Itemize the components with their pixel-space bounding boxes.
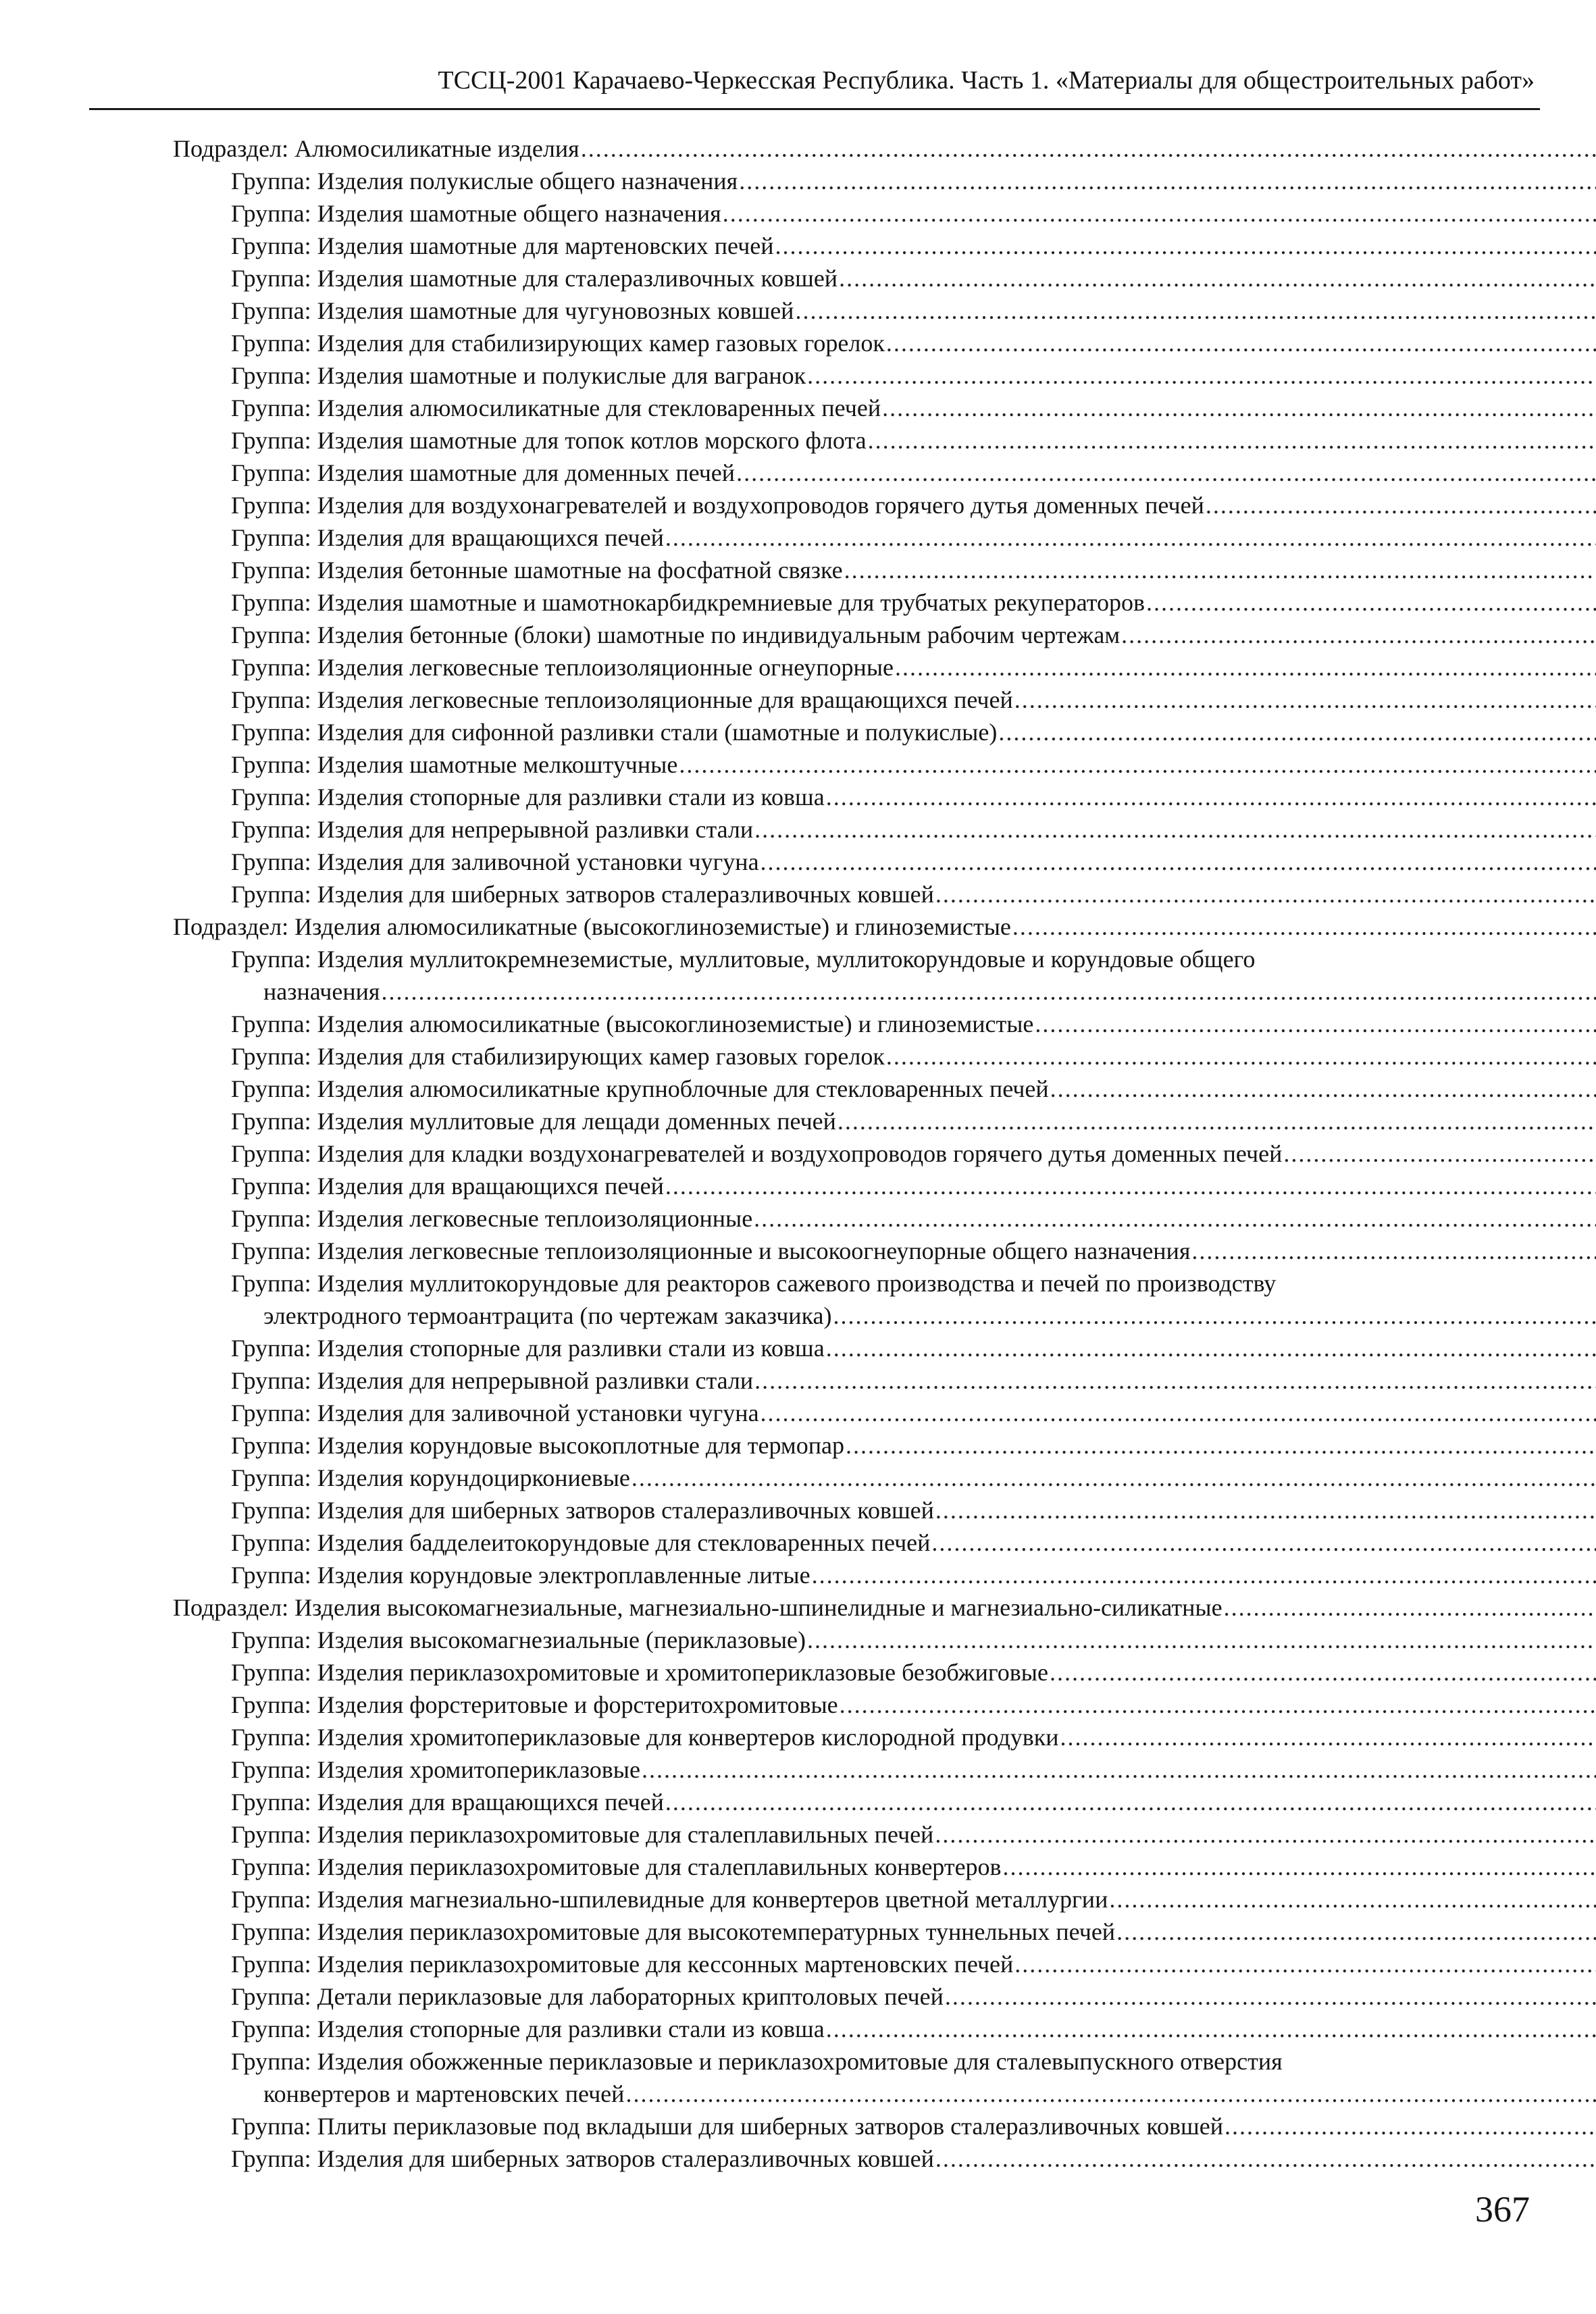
toc-leader-dots — [1283, 1137, 1596, 1170]
toc-leader-dots — [935, 878, 1596, 910]
toc-entry — [0, 1883, 1596, 1916]
toc-entry — [0, 327, 1596, 359]
toc-entry-text: Группа: Изделия для непрерывной разливки стали — [231, 1367, 754, 1394]
toc-leader-dots — [1035, 1008, 1596, 1040]
toc-entry-text: Группа: Детали периклазовые для лабораторных криптоловых печей — [231, 1983, 944, 2010]
toc-leader-dots — [1003, 1851, 1596, 1883]
toc-entry-text: Группа: Изделия шамотные и полукислые для вагранок — [231, 362, 806, 389]
toc-leader-dots — [739, 165, 1596, 197]
toc-entry — [0, 1429, 1596, 1462]
toc-leader-dots — [723, 197, 1596, 230]
toc-entry — [0, 457, 1596, 489]
toc-entry-text: Группа: Изделия периклазохромитовые для сталеплавильных печей — [231, 1821, 934, 1848]
toc-leader-dots — [886, 1040, 1596, 1073]
toc-entry-text: Группа: Изделия шамотные для сталеразливочных ковшей — [231, 265, 838, 292]
toc-entry-text: Группа: Изделия хромитопериклазовые для конвертеров кислородной продувки — [231, 1724, 1059, 1751]
toc-entry-text: Группа: Изделия для заливочной установки чугуна — [231, 848, 759, 875]
toc-entry — [0, 1202, 1596, 1235]
toc-entry — [0, 2110, 1596, 2142]
toc-entry-text: Группа: Изделия шамотные и шамотнокарбидкремниевые для трубчатых рекуператоров — [231, 589, 1145, 616]
toc-entry-line: Группа: Изделия муллитокорундовые для реакторов сажевого производства и печей по производству — [231, 1270, 1277, 1297]
toc-entry — [0, 2142, 1596, 2175]
toc-entry — [0, 619, 1596, 651]
toc-entry-text: Группа: Изделия для вращающихся печей — [231, 1173, 664, 1200]
toc-entry-text: конвертеров и мартеновских печей — [263, 2080, 625, 2107]
toc-entry — [0, 1300, 1596, 1332]
toc-entry-text: Подраздел: Алюмосиликатные изделия — [173, 135, 580, 162]
toc-entry-text: Группа: Изделия периклазохромитовые для сталеплавильных конвертеров — [231, 1853, 1002, 1880]
toc-leader-dots — [1050, 1656, 1596, 1689]
toc-entry-text: Группа: Изделия для сифонной разливки стали (шамотные и полукислые) — [231, 719, 998, 746]
toc-entry — [0, 359, 1596, 392]
toc-entry-text: Группа: Изделия полукислые общего назначения — [231, 168, 738, 195]
toc-leader-dots — [775, 230, 1596, 262]
toc-entry — [0, 262, 1596, 294]
toc-leader-dots — [1109, 1883, 1596, 1916]
toc-entry — [0, 1105, 1596, 1137]
toc-leader-dots — [625, 2078, 1596, 2110]
toc-entry — [0, 846, 1596, 878]
toc-entry — [0, 716, 1596, 748]
toc-entry — [0, 197, 1596, 230]
toc-leader-dots — [935, 1494, 1596, 1526]
toc-entry — [0, 1170, 1596, 1202]
toc-leader-dots — [935, 1818, 1596, 1851]
toc-entry-text: Группа: Изделия легковесные теплоизоляционные и высокоогнеупорные общего назначения — [231, 1237, 1191, 1264]
toc-entry-text: Группа: Изделия периклазохромитовые для высокотемпературных туннельных печей — [231, 1918, 1116, 1945]
header-rule — [89, 108, 1540, 110]
toc-leader-dots — [833, 1300, 1596, 1332]
toc-leader-dots — [826, 2013, 1596, 2045]
toc-leader-dots — [840, 1689, 1596, 1721]
toc-entry — [0, 586, 1596, 619]
toc-entry — [0, 1753, 1596, 1786]
toc-entry-text: Группа: Изделия бадделеитокорундовые для стекловаренных печей — [231, 1529, 931, 1556]
toc-entry — [0, 1364, 1596, 1397]
toc-entry — [0, 1073, 1596, 1105]
toc-leader-dots — [846, 1429, 1596, 1462]
toc-leader-dots — [1014, 1948, 1596, 1980]
toc-entry — [0, 1721, 1596, 1753]
toc-leader-dots — [581, 132, 1596, 165]
toc-leader-dots — [931, 1526, 1596, 1559]
toc-leader-dots — [1121, 619, 1596, 651]
toc-leader-dots — [754, 1202, 1596, 1235]
toc-entry-text: назначения — [263, 978, 380, 1005]
toc-entry — [0, 1332, 1596, 1364]
toc-entry-text: Группа: Изделия легковесные теплоизоляционные огнеупорные — [231, 654, 894, 681]
toc-leader-dots — [886, 327, 1596, 359]
page-number: 367 — [1475, 2189, 1530, 2230]
toc-entry — [0, 294, 1596, 327]
toc-entry-text: Группа: Изделия легковесные теплоизоляционные — [231, 1205, 753, 1232]
toc-entry-text: Группа: Изделия для кладки воздухонагревателей и воздухопроводов горячего дутья доменных печей — [231, 1140, 1283, 1167]
toc-leader-dots — [1206, 489, 1596, 521]
toc-leader-dots — [754, 813, 1596, 846]
toc-entry — [0, 165, 1596, 197]
toc-entry — [0, 1008, 1596, 1040]
toc-leader-dots — [795, 294, 1596, 327]
toc-leader-dots — [895, 651, 1596, 684]
toc-entry — [0, 1851, 1596, 1883]
toc-entry-text: Группа: Изделия алюмосиликатные крупноблочные для стекловаренных печей — [231, 1075, 1049, 1102]
toc-entry — [0, 748, 1596, 781]
toc-entry — [0, 684, 1596, 716]
toc-entry-text: Подраздел: Изделия алюмосиликатные (высокоглиноземистые) и глиноземистые — [173, 913, 1011, 940]
toc-leader-dots — [945, 1980, 1596, 2013]
toc-entry — [0, 1948, 1596, 1980]
toc-entry — [0, 1040, 1596, 1073]
toc-entry — [0, 1559, 1596, 1591]
toc-entry-text: Группа: Изделия бетонные шамотные на фосфатной связке — [231, 557, 843, 584]
toc-entry-text: Группа: Изделия шамотные общего назначения — [231, 200, 721, 227]
toc-leader-dots — [679, 748, 1596, 781]
toc-leader-dots — [844, 554, 1596, 586]
toc-leader-dots — [642, 1753, 1596, 1786]
toc-entry — [0, 489, 1596, 521]
toc-entry-text: Группа: Изделия для заливочной установки чугуна — [231, 1399, 759, 1426]
toc-entry — [0, 1397, 1596, 1429]
toc-entry-text: Группа: Изделия для шиберных затворов сталеразливочных ковшей — [231, 1497, 934, 1524]
toc-entry — [0, 1462, 1596, 1494]
toc-entry-text: Группа: Изделия хромитопериклазовые — [231, 1756, 640, 1783]
toc-leader-dots — [998, 716, 1596, 748]
toc-entry-text: Группа: Изделия для стабилизирующих камер газовых горелок — [231, 330, 885, 357]
toc-entry — [0, 2013, 1596, 2045]
toc-leader-dots — [868, 424, 1596, 457]
toc-leader-dots — [632, 1462, 1596, 1494]
toc-entry-text: Группа: Изделия шамотные для мартеновских печей — [231, 232, 774, 259]
toc-entry — [0, 781, 1596, 813]
toc-leader-dots — [1191, 1235, 1596, 1267]
toc-leader-dots — [1146, 586, 1596, 619]
toc-leader-dots — [665, 1786, 1596, 1818]
toc-entry-text: Группа: Изделия шамотные для чугуновозных ковшей — [231, 297, 794, 324]
toc-entry-text: Группа: Изделия бетонные (блоки) шамотные по индивидуальным рабочим чертежам — [231, 621, 1121, 648]
toc-leader-dots — [754, 1364, 1596, 1397]
toc-leader-dots — [761, 1397, 1596, 1429]
toc-entry — [0, 521, 1596, 554]
toc-entry-text: Группа: Изделия для стабилизирующих камер газовых горелок — [231, 1043, 885, 1070]
toc-entry — [0, 1916, 1596, 1948]
toc-entry — [0, 1137, 1596, 1170]
toc-entry-text: Группа: Изделия стопорные для разливки стали из ковша — [231, 1335, 825, 1362]
toc-entry — [0, 1689, 1596, 1721]
toc-entry — [0, 1786, 1596, 1818]
toc-leader-dots — [1116, 1916, 1596, 1948]
toc-entry-text: Группа: Изделия стопорные для разливки стали из ковша — [231, 783, 825, 811]
toc-entry-text: Группа: Изделия магнезиально-шпилевидные для конвертеров цветной металлургии — [231, 1886, 1108, 1913]
toc-entry — [0, 651, 1596, 684]
toc-leader-dots — [1060, 1721, 1596, 1753]
toc-entry — [0, 230, 1596, 262]
toc-leader-dots — [1224, 1591, 1596, 1624]
toc-leader-dots — [1014, 684, 1596, 716]
toc-entry — [0, 554, 1596, 586]
toc-entry-text: Группа: Изделия для шиберных затворов сталеразливочных ковшей — [231, 881, 934, 908]
toc-entry — [0, 813, 1596, 846]
table-of-contents — [0, 132, 1596, 2175]
toc-entry — [0, 1624, 1596, 1656]
toc-leader-dots — [807, 1624, 1596, 1656]
toc-entry — [0, 1980, 1596, 2013]
toc-leader-dots — [381, 975, 1596, 1008]
toc-leader-dots — [1225, 2110, 1596, 2142]
toc-entry-text: Группа: Изделия муллитовые для лещади доменных печей — [231, 1108, 836, 1135]
toc-entry-text: Группа: Изделия высокомагнезиальные (периклазовые) — [231, 1626, 806, 1653]
toc-entry-text: Группа: Изделия алюмосиликатные для стекловаренных печей — [231, 394, 881, 421]
toc-entry — [0, 2078, 1596, 2110]
toc-leader-dots — [935, 2142, 1596, 2175]
toc-entry-text: Группа: Изделия корундовые высокоплотные для термопар — [231, 1432, 844, 1459]
toc-leader-dots — [761, 846, 1596, 878]
toc-leader-dots — [807, 359, 1596, 392]
toc-leader-dots — [736, 457, 1596, 489]
toc-leader-dots — [812, 1559, 1596, 1591]
toc-leader-dots — [838, 1105, 1596, 1137]
toc-entry-text: Группа: Изделия для шиберных затворов сталеразливочных ковшей — [231, 2145, 934, 2172]
toc-subsection — [0, 910, 1596, 943]
toc-entry-text: Группа: Изделия легковесные теплоизоляционные для вращающихся печей — [231, 686, 1013, 713]
toc-entry — [0, 878, 1596, 910]
toc-entry-text: Группа: Изделия стопорные для разливки стали из ковша — [231, 2015, 825, 2042]
toc-entry-text: Группа: Изделия для непрерывной разливки стали — [231, 816, 754, 843]
toc-entry — [0, 1494, 1596, 1526]
toc-entry — [0, 1818, 1596, 1851]
toc-leader-dots — [882, 392, 1596, 424]
toc-entry-text: Группа: Изделия корундоциркониевые — [231, 1464, 630, 1491]
toc-entry-text: Группа: Изделия форстеритовые и форстеритохромитовые — [231, 1691, 838, 1718]
toc-entry-text: Группа: Изделия шамотные для доменных печей — [231, 459, 736, 486]
toc-leader-dots — [1012, 910, 1596, 943]
toc-entry-line: Группа: Изделия муллитокремнеземистые, муллитовые, муллитокорундовые и корундовые общего — [231, 946, 1256, 973]
toc-entry — [0, 975, 1596, 1008]
toc-leader-dots — [826, 1332, 1596, 1364]
toc-entry — [0, 1656, 1596, 1689]
toc-entry-text: Группа: Изделия для воздухонагревателей и воздухопроводов горячего дутья доменных печей — [231, 492, 1204, 519]
toc-entry-text: Группа: Изделия шамотные мелкоштучные — [231, 751, 678, 778]
toc-entry-text: Подраздел: Изделия высокомагнезиальные, магнезиально-шпинелидные и магнезиально-силикатные — [173, 1594, 1222, 1621]
toc-entry-text: Группа: Плиты периклазовые под вкладыши для шиберных затворов сталеразливочных ковшей — [231, 2113, 1223, 2140]
toc-leader-dots — [665, 1170, 1596, 1202]
toc-entry — [0, 424, 1596, 457]
toc-leader-dots — [665, 521, 1596, 554]
toc-subsection — [0, 1591, 1596, 1624]
toc-entry-text: электродного термоантрацита (по чертежам заказчика) — [263, 1302, 832, 1329]
toc-leader-dots — [1050, 1073, 1596, 1105]
toc-entry — [0, 392, 1596, 424]
toc-entry-text: Группа: Изделия алюмосиликатные (высокоглиноземистые) и глиноземистые — [231, 1010, 1034, 1037]
toc-leader-dots — [839, 262, 1596, 294]
toc-subsection — [0, 132, 1596, 165]
toc-entry-line: Группа: Изделия обожженные периклазовые и периклазохромитовые для сталевыпускного отверстия — [231, 2048, 1283, 2075]
toc-entry-text: Группа: Изделия периклазохромитовые для кессонных мартеновских печей — [231, 1951, 1014, 1978]
toc-entry-text: Группа: Изделия корундовые электроплавленные литые — [231, 1562, 810, 1589]
toc-entry-text: Группа: Изделия для вращающихся печей — [231, 524, 664, 551]
toc-entry — [0, 1235, 1596, 1267]
toc-entry-text: Группа: Изделия периклазохромитовые и хромитопериклазовые безобжиговые — [231, 1659, 1048, 1686]
toc-leader-dots — [826, 781, 1596, 813]
toc-entry-text: Группа: Изделия для вращающихся печей — [231, 1789, 664, 1816]
running-header: ТССЦ-2001 Карачаево-Черкесская Республика. Часть 1. «Материалы для общестроительных работ» — [438, 66, 1535, 95]
toc-entry-text: Группа: Изделия шамотные для топок котлов морского флота — [231, 427, 867, 454]
toc-entry — [0, 1526, 1596, 1559]
